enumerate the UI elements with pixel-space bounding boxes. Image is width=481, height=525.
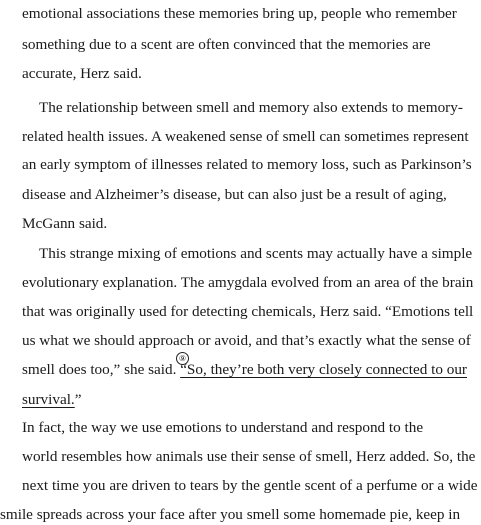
marker-9: ⑨ <box>176 352 189 365</box>
line-text: ” <box>74 391 82 408</box>
paragraph-line: related health issues. A weakened sense of smell can sometimes represent <box>22 128 469 145</box>
paragraph-line: accurate, Herz said. <box>22 65 142 82</box>
paragraph-line: next time you are driven to tears by the gentle scent of a perfume or a wide <box>22 477 478 494</box>
paragraph-line: an early symptom of illnesses related to memory loss, such as Parkinson’s <box>22 156 472 173</box>
paragraph-line: world resembles how animals use their sense of smell, Herz added. So, the <box>22 448 476 465</box>
paragraph-line: This strange mixing of emotions and scents may actually have a simple <box>39 245 473 262</box>
paragraph-line: smile spreads across your face after you smell some homemade pie, keep in <box>0 506 461 523</box>
paragraph-line <box>22 360 481 380</box>
paragraph-line <box>22 390 481 410</box>
paragraph-line: emotional associations these memories bring up, people who remember <box>22 5 457 22</box>
paragraph-line: that was originally used for detecting chemicals, Herz said. “Emotions tell <box>22 303 474 320</box>
underlined-quote: “So, they’re both very closely connected to our <box>180 361 467 378</box>
underlined-quote-end: survival. <box>22 391 75 408</box>
paragraph-line: The relationship between smell and memory also extends to memory- <box>39 99 463 116</box>
paragraph-line: evolutionary explanation. The amygdala evolved from an area of the brain <box>22 274 474 291</box>
paragraph-line: In fact, the way we use emotions to understand and respond to the <box>22 419 424 436</box>
paragraph-line: something due to a scent are often convinced that the memories are <box>22 36 431 53</box>
paragraph-line: disease and Alzheimer’s disease, but can also just be a result of aging, <box>22 186 447 203</box>
paragraph-line: us what we should approach or avoid, and that’s exactly what the sense of <box>22 332 471 349</box>
line-text: smell does too,” she said. <box>22 361 181 378</box>
paragraph-line: McGann said. <box>22 215 108 232</box>
